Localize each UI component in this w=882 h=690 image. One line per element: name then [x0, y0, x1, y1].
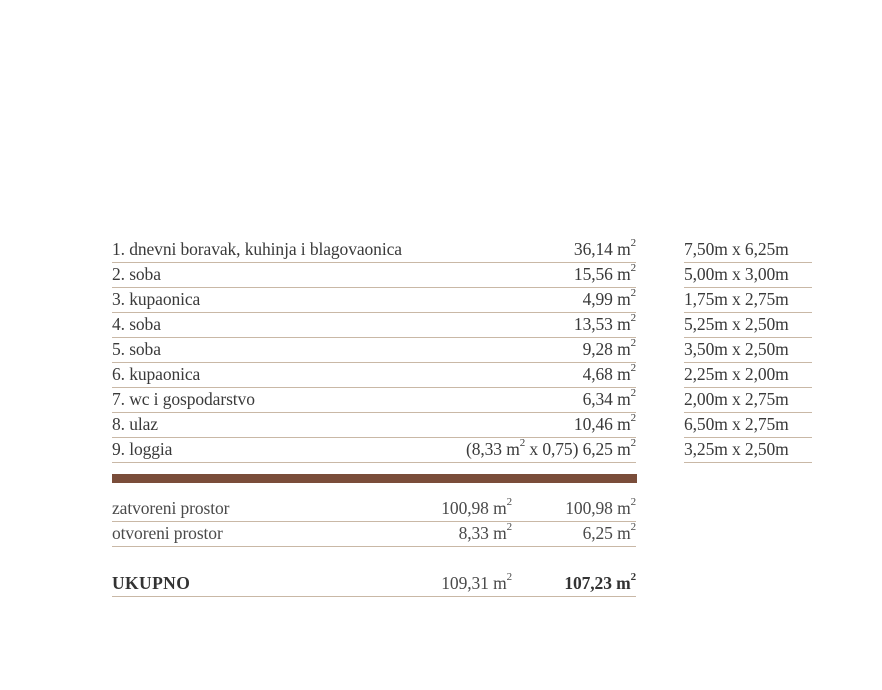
- room-name: 8. ulaz: [112, 414, 158, 434]
- summary-row: [112, 521, 636, 547]
- room-name: 1. dnevni boravak, kuhinja i blagovaonica: [112, 239, 402, 259]
- total-label: UKUPNO: [112, 573, 191, 593]
- room-row: [112, 362, 636, 388]
- room-area: 15,56 $m^2$: [573, 262, 636, 284]
- room-area: 10,46 $m^2$: [573, 412, 636, 434]
- room-dimensions: 1,75m x 2,75m: [684, 287, 812, 313]
- room-dimensions: 3,50m x 2,50m: [684, 337, 812, 363]
- summary-net: 100,98 $m^2$: [565, 496, 636, 518]
- room-dimensions: 3,25m x 2,50m: [684, 437, 812, 463]
- room-row: [112, 312, 636, 338]
- room-area: (8,33 $m^2$ x 0,75) 6,25 $m^2$: [465, 437, 636, 459]
- room-row: [112, 337, 636, 363]
- room-row: [112, 387, 636, 413]
- room-row: [112, 437, 636, 463]
- room-dimensions: 2,00m x 2,75m: [684, 387, 812, 413]
- room-area: 4,68 $m^2$: [582, 362, 636, 384]
- room-row: [112, 237, 636, 263]
- room-area: 9,28 $m^2$: [582, 337, 636, 359]
- room-area: 6,34 $m^2$: [582, 387, 636, 409]
- summary-name: zatvoreni prostor: [112, 498, 230, 518]
- summary-gross: 8,33 $m^2$: [458, 521, 512, 543]
- total-row: [112, 571, 636, 597]
- room-dimensions: 2,25m x 2,00m: [684, 362, 812, 388]
- summary-row: [112, 496, 636, 522]
- room-area: 36,14 $m^2$: [573, 237, 636, 259]
- room-name: 7. wc i gospodarstvo: [112, 389, 255, 409]
- room-area: 4,99 $m^2$: [582, 287, 636, 309]
- room-area: 13,53 $m^2$: [573, 312, 636, 334]
- total-net: 107,23 $m^2$: [564, 571, 636, 593]
- room-name: 2. soba: [112, 264, 161, 284]
- room-name: 4. soba: [112, 314, 161, 334]
- summary-net: 6,25 $m^2$: [582, 521, 636, 543]
- total-gross: 109,31 $m^2$: [441, 571, 512, 593]
- section-divider: [112, 474, 637, 483]
- room-dimensions: 5,00m x 3,00m: [684, 262, 812, 288]
- room-name: 9. loggia: [112, 439, 173, 459]
- room-row: [112, 412, 636, 438]
- room-name: 5. soba: [112, 339, 161, 359]
- room-name: 6. kupaonica: [112, 364, 201, 384]
- summary-gross: 100,98 $m^2$: [441, 496, 512, 518]
- room-name: 3. kupaonica: [112, 289, 201, 309]
- room-row: [112, 262, 636, 288]
- summary-name: otvoreni prostor: [112, 523, 223, 543]
- room-dimensions: 6,50m x 2,75m: [684, 412, 812, 438]
- room-dimensions: 7,50m x 6,25m: [684, 237, 812, 263]
- room-row: [112, 287, 636, 313]
- room-dimensions: 5,25m x 2,50m: [684, 312, 812, 338]
